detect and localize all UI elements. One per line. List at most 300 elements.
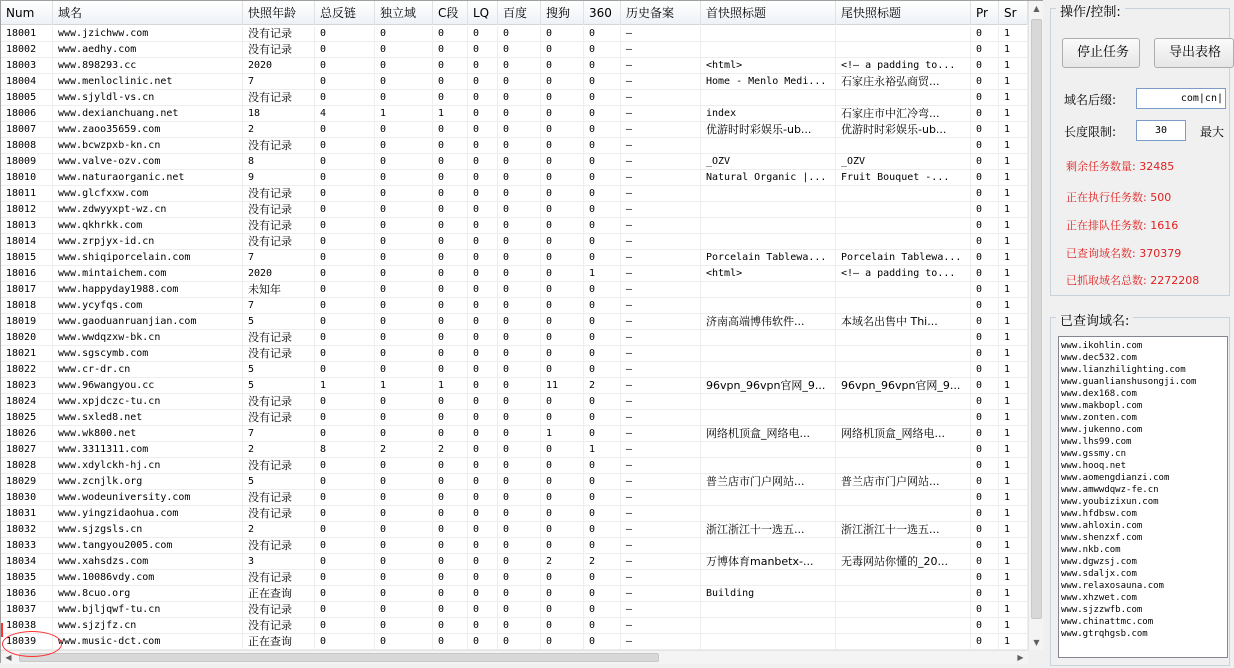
table-cell: 0	[433, 90, 468, 106]
table-cell: 0	[468, 26, 498, 42]
table-cell: 0	[375, 506, 433, 522]
table-cell: 1	[999, 314, 1028, 330]
table-cell: 0	[498, 410, 541, 426]
table-cell: 0	[433, 26, 468, 42]
table-cell: 0	[468, 538, 498, 554]
table-row[interactable]	[1, 90, 1028, 106]
table-cell: Fruit Bouquet -...	[836, 170, 971, 186]
table-cell: 0	[433, 42, 468, 58]
table-cell: —	[621, 346, 701, 362]
table-row[interactable]	[1, 394, 1028, 410]
table-cell: 0	[971, 138, 999, 154]
table-row[interactable]	[1, 298, 1028, 314]
table-cell: 0	[541, 58, 584, 74]
table-cell: —	[621, 330, 701, 346]
table-cell: 网络机顶盒_网络电...	[701, 426, 836, 442]
table-cell: 0	[375, 554, 433, 570]
table-cell: www.sxled8.net	[53, 410, 243, 426]
table-row[interactable]	[1, 506, 1028, 522]
table-cell: 0	[468, 602, 498, 618]
table-cell: —	[621, 554, 701, 570]
table-cell: _OZV	[836, 154, 971, 170]
table-row[interactable]	[1, 234, 1028, 250]
table-row[interactable]	[1, 202, 1028, 218]
table-cell: 0	[375, 170, 433, 186]
table-cell: 0	[315, 490, 375, 506]
table-cell: 1	[999, 298, 1028, 314]
table-cell: 1	[999, 522, 1028, 538]
queried-panel	[1050, 308, 1220, 666]
column-header[interactable]: 360	[584, 1, 621, 25]
table-cell: 0	[375, 186, 433, 202]
table-cell: —	[621, 410, 701, 426]
table-cell: 18030	[1, 490, 53, 506]
table-cell: www.8cuo.org	[53, 586, 243, 602]
table-cell: 0	[433, 618, 468, 634]
table-cell: 0	[315, 122, 375, 138]
table-cell: www.xdylckh-hj.cn	[53, 458, 243, 474]
column-header[interactable]: C段	[433, 1, 468, 25]
table-cell	[836, 90, 971, 106]
table-row[interactable]	[1, 458, 1028, 474]
table-cell: 0	[584, 58, 621, 74]
table-cell: 18022	[1, 362, 53, 378]
table-cell: 0	[315, 282, 375, 298]
table-cell: 没有记录	[243, 346, 315, 362]
table-cell: 2	[243, 522, 315, 538]
table-row[interactable]	[1, 362, 1028, 378]
table-cell	[836, 218, 971, 234]
table-cell: 0	[971, 618, 999, 634]
list-item: www.xhzwet.com	[1061, 593, 1137, 603]
table-cell: 没有记录	[243, 330, 315, 346]
table-cell: 0	[468, 42, 498, 58]
table-row[interactable]	[1, 58, 1028, 74]
table-row[interactable]	[1, 410, 1028, 426]
table-cell: 0	[433, 122, 468, 138]
table-cell: 正在查询	[243, 634, 315, 650]
table-cell: www.wodeuniversity.com	[53, 490, 243, 506]
table-row[interactable]	[1, 186, 1028, 202]
table-cell: 18021	[1, 346, 53, 362]
table-row[interactable]	[1, 538, 1028, 554]
table-cell: 0	[971, 410, 999, 426]
table-cell: 0	[433, 602, 468, 618]
table-cell: www.naturaorganic.net	[53, 170, 243, 186]
table-cell: 0	[971, 314, 999, 330]
table-cell: 0	[541, 250, 584, 266]
table-cell: 0	[498, 394, 541, 410]
table-cell: 0	[498, 362, 541, 378]
list-item: www.dex168.com	[1061, 389, 1137, 399]
table-row[interactable]	[1, 602, 1028, 618]
list-item: www.aomengdianzi.com	[1061, 473, 1170, 483]
table-row[interactable]	[1, 170, 1028, 186]
scroll-right-icon[interactable]: ▶	[1017, 653, 1024, 662]
table-cell: —	[621, 74, 701, 90]
table-row[interactable]	[1, 634, 1028, 650]
table-row[interactable]	[1, 122, 1028, 138]
ops-panel	[1050, 0, 1225, 298]
table-row[interactable]	[1, 586, 1028, 602]
table-cell: 0	[971, 122, 999, 138]
table-cell: 1	[315, 378, 375, 394]
table-cell: 浙江浙江十一选五...	[701, 522, 836, 538]
table-cell: 0	[584, 170, 621, 186]
table-cell: —	[621, 138, 701, 154]
table-cell: 0	[584, 186, 621, 202]
table-cell	[836, 458, 971, 474]
table-row[interactable]	[1, 442, 1028, 458]
column-header[interactable]: 域名	[53, 1, 243, 25]
table-cell: 0	[498, 90, 541, 106]
column-header[interactable]: Pr	[971, 1, 999, 25]
table-cell: 0	[971, 394, 999, 410]
stat-running: 正在执行任务数: 500	[1066, 191, 1172, 204]
table-cell: 1	[999, 154, 1028, 170]
table-cell: 2	[584, 378, 621, 394]
table-cell: 没有记录	[243, 26, 315, 42]
table-cell: 0	[375, 298, 433, 314]
table-cell: 1	[999, 42, 1028, 58]
table-cell: www.zrpjyx-id.cn	[53, 234, 243, 250]
list-item: www.ahloxin.com	[1061, 521, 1143, 531]
table-row[interactable]	[1, 474, 1028, 490]
table-cell: Natural Organic |...	[701, 170, 836, 186]
table-cell: 0	[541, 634, 584, 650]
ops-title: 操作/控制:	[1056, 1, 1125, 20]
list-item: www.jukenno.com	[1061, 425, 1143, 435]
table-cell: 18026	[1, 426, 53, 442]
table-cell: 0	[433, 554, 468, 570]
table-cell	[701, 394, 836, 410]
table-cell: 0	[584, 618, 621, 634]
table-cell: 0	[584, 298, 621, 314]
table-cell	[836, 618, 971, 634]
table-cell: —	[621, 474, 701, 490]
list-item: www.gssmy.cn	[1061, 449, 1127, 459]
table-cell: 0	[468, 410, 498, 426]
table-cell: —	[621, 458, 701, 474]
column-header[interactable]: LQ	[468, 1, 498, 25]
table-cell: 0	[375, 58, 433, 74]
table-cell: Home - Menlo Medi...	[701, 74, 836, 90]
table-cell: 1	[999, 218, 1028, 234]
table-cell: —	[621, 218, 701, 234]
table-row[interactable]	[1, 266, 1028, 282]
table-cell: 8	[315, 442, 375, 458]
table-cell: www.qkhrkk.com	[53, 218, 243, 234]
table-cell: 0	[498, 458, 541, 474]
table-row[interactable]	[1, 426, 1028, 442]
table-cell: 0	[468, 506, 498, 522]
table-cell: 0	[498, 314, 541, 330]
table-row[interactable]	[1, 378, 1028, 394]
table-row[interactable]	[1, 154, 1028, 170]
table-cell: www.gaoduanruanjian.com	[53, 314, 243, 330]
table-cell	[836, 602, 971, 618]
table-cell: 0	[541, 330, 584, 346]
column-header[interactable]: 首快照标题	[701, 1, 836, 25]
list-item: www.hfdbsw.com	[1061, 509, 1137, 519]
table-cell: 18032	[1, 522, 53, 538]
table-cell: 0	[584, 106, 621, 122]
table-cell: www.shiqiporcelain.com	[53, 250, 243, 266]
table-row[interactable]	[1, 282, 1028, 298]
table-cell: 0	[468, 458, 498, 474]
table-cell	[701, 442, 836, 458]
stop-task-button[interactable]: 停止任务	[1062, 38, 1140, 68]
column-header[interactable]: 独立域	[375, 1, 433, 25]
table-cell: 0	[468, 362, 498, 378]
column-header[interactable]: 历史备案	[621, 1, 701, 25]
table-cell: 18025	[1, 410, 53, 426]
table-cell: 0	[315, 298, 375, 314]
table-cell: 1	[999, 602, 1028, 618]
table-cell: 正在查询	[243, 586, 315, 602]
annotation-tick	[1, 623, 3, 637]
table-cell: 没有记录	[243, 458, 315, 474]
table-cell: 18011	[1, 186, 53, 202]
table-row[interactable]	[1, 250, 1028, 266]
table-row[interactable]	[1, 106, 1028, 122]
table-row[interactable]	[1, 618, 1028, 634]
table-row[interactable]	[1, 26, 1028, 42]
table-cell: —	[621, 394, 701, 410]
table-cell: 0	[971, 298, 999, 314]
table-row[interactable]	[1, 490, 1028, 506]
table-cell: 1	[999, 106, 1028, 122]
table-row[interactable]	[1, 138, 1028, 154]
table-cell: 0	[315, 522, 375, 538]
list-item: www.dgwzsj.com	[1061, 557, 1137, 567]
table-cell: 0	[971, 634, 999, 650]
table-cell: 1	[999, 506, 1028, 522]
table-cell: 0	[468, 90, 498, 106]
table-row[interactable]	[1, 554, 1028, 570]
column-header[interactable]: 百度	[498, 1, 541, 25]
table-cell: 0	[468, 378, 498, 394]
table-cell: 1	[999, 586, 1028, 602]
table-cell: 0	[541, 186, 584, 202]
scroll-left-icon[interactable]: ◀	[5, 653, 12, 662]
table-cell: www.96wangyou.cc	[53, 378, 243, 394]
table-cell: 0	[971, 202, 999, 218]
suffix-input[interactable]: com|cn|	[1136, 88, 1226, 109]
scroll-down-icon[interactable]: ▼	[1033, 638, 1040, 647]
table-cell: 0	[541, 586, 584, 602]
table-cell: 0	[468, 522, 498, 538]
table-cell: 0	[498, 538, 541, 554]
table-cell: 0	[971, 506, 999, 522]
horizontal-scroll-thumb[interactable]	[19, 653, 659, 662]
table-cell	[701, 234, 836, 250]
table-cell: 0	[584, 522, 621, 538]
table-cell: 0	[375, 330, 433, 346]
table-cell: www.10086vdy.com	[53, 570, 243, 586]
table-cell: 0	[315, 90, 375, 106]
table-cell: 0	[433, 154, 468, 170]
table-cell	[836, 570, 971, 586]
table-cell: 18002	[1, 42, 53, 58]
table-cell: 没有记录	[243, 410, 315, 426]
table-cell: 优游时时彩娱乐-ub...	[836, 122, 971, 138]
table-cell: 18010	[1, 170, 53, 186]
table-cell: 0	[971, 602, 999, 618]
table-cell: 0	[433, 74, 468, 90]
table-cell: 0	[468, 58, 498, 74]
table-cell: 1	[999, 202, 1028, 218]
length-input[interactable]: 30	[1136, 120, 1186, 141]
table-cell: 未知年	[243, 282, 315, 298]
table-cell: 0	[498, 634, 541, 650]
table-cell: 0	[468, 586, 498, 602]
list-item: www.chinattmc.com	[1061, 617, 1154, 627]
table-row[interactable]	[1, 74, 1028, 90]
table-cell: 0	[971, 378, 999, 394]
column-header[interactable]: 尾快照标题	[836, 1, 971, 25]
table-cell: 0	[541, 618, 584, 634]
table-cell: 96vpn_96vpn官网_9...	[701, 378, 836, 394]
column-header[interactable]: 快照年龄	[243, 1, 315, 25]
table-cell: 0	[498, 250, 541, 266]
table-cell	[701, 602, 836, 618]
table-cell: Building	[701, 586, 836, 602]
table-cell: 18005	[1, 90, 53, 106]
table-cell: 0	[971, 346, 999, 362]
table-cell: 1	[999, 570, 1028, 586]
table-row[interactable]	[1, 570, 1028, 586]
table-cell: 0	[541, 234, 584, 250]
table-cell: 0	[375, 586, 433, 602]
list-item: www.dec532.com	[1061, 353, 1137, 363]
table-cell: 5	[243, 474, 315, 490]
table-cell: 0	[433, 298, 468, 314]
table-cell: 0	[971, 458, 999, 474]
table-cell	[836, 634, 971, 650]
queried-domain-list[interactable]	[1058, 336, 1228, 658]
table-cell	[836, 346, 971, 362]
table-cell: 0	[541, 538, 584, 554]
table-cell: 0	[468, 346, 498, 362]
table-cell: 0	[584, 202, 621, 218]
grid-body[interactable]	[1, 26, 1028, 650]
table-cell: 普兰店市门户网站...	[836, 474, 971, 490]
table-cell: 3	[243, 554, 315, 570]
table-cell: —	[621, 58, 701, 74]
table-cell: —	[621, 186, 701, 202]
table-row[interactable]	[1, 314, 1028, 330]
scroll-up-icon[interactable]: ▲	[1033, 4, 1040, 13]
table-cell: www.tangyou2005.com	[53, 538, 243, 554]
table-row[interactable]	[1, 346, 1028, 362]
export-table-button[interactable]: 导出表格	[1154, 38, 1234, 68]
table-row[interactable]	[1, 522, 1028, 538]
table-cell	[701, 42, 836, 58]
table-cell: 1	[999, 362, 1028, 378]
table-cell: 18024	[1, 394, 53, 410]
table-cell: 0	[375, 314, 433, 330]
table-cell: www.glcfxxw.com	[53, 186, 243, 202]
table-cell: 1	[999, 490, 1028, 506]
table-cell: 0	[433, 538, 468, 554]
table-cell: 0	[468, 138, 498, 154]
table-cell: www.sjyldl-vs.cn	[53, 90, 243, 106]
table-cell: 0	[971, 218, 999, 234]
table-cell: 无毒网站你懂的_20...	[836, 554, 971, 570]
table-cell: www.music-dct.com	[53, 634, 243, 650]
table-cell	[836, 282, 971, 298]
list-item: www.amwwdqwz-fe.cn	[1061, 485, 1159, 495]
table-cell: www.sgscymb.com	[53, 346, 243, 362]
table-cell: 0	[498, 426, 541, 442]
table-cell: 0	[584, 634, 621, 650]
table-cell: 0	[433, 410, 468, 426]
table-cell: 0	[375, 394, 433, 410]
table-cell	[836, 138, 971, 154]
table-cell: —	[621, 234, 701, 250]
table-cell: 没有记录	[243, 538, 315, 554]
table-cell: 1	[584, 266, 621, 282]
column-header[interactable]: Num	[1, 1, 53, 25]
table-cell	[836, 186, 971, 202]
table-cell: —	[621, 154, 701, 170]
table-cell: 0	[541, 570, 584, 586]
table-cell: 0	[468, 106, 498, 122]
table-cell: 0	[375, 426, 433, 442]
table-cell: 2	[584, 554, 621, 570]
table-cell: 0	[468, 122, 498, 138]
table-cell: 1	[999, 266, 1028, 282]
table-row[interactable]	[1, 42, 1028, 58]
table-cell: 0	[375, 490, 433, 506]
table-cell: 0	[584, 490, 621, 506]
table-cell: www.sjzgsls.cn	[53, 522, 243, 538]
table-cell: 0	[541, 170, 584, 186]
vertical-scrollbar[interactable]	[1028, 1, 1043, 650]
table-cell: —	[621, 298, 701, 314]
table-cell: 0	[541, 602, 584, 618]
table-cell: 0	[541, 474, 584, 490]
table-row[interactable]	[1, 218, 1028, 234]
table-cell: 0	[315, 586, 375, 602]
table-cell: 0	[971, 522, 999, 538]
grid-header	[1, 1, 1028, 25]
column-header[interactable]: 搜狗	[541, 1, 584, 25]
table-cell: 0	[498, 586, 541, 602]
table-cell: 没有记录	[243, 490, 315, 506]
table-cell: 0	[375, 410, 433, 426]
column-header[interactable]: 总反链	[315, 1, 375, 25]
table-cell: 96vpn_96vpn官网_9...	[836, 378, 971, 394]
table-cell: 0	[315, 314, 375, 330]
table-cell: 0	[468, 634, 498, 650]
column-header[interactable]: Sr	[999, 1, 1028, 25]
horizontal-scrollbar[interactable]	[1, 650, 1028, 664]
table-cell: index	[701, 106, 836, 122]
table-cell: 0	[375, 250, 433, 266]
table-cell: 0	[315, 266, 375, 282]
table-row[interactable]	[1, 330, 1028, 346]
table-cell: 0	[584, 154, 621, 170]
table-cell: 0	[541, 154, 584, 170]
table-cell: 0	[584, 218, 621, 234]
vertical-scroll-thumb[interactable]	[1031, 19, 1042, 619]
table-cell: 0	[433, 58, 468, 74]
table-cell: 0	[315, 570, 375, 586]
table-cell: 0	[541, 314, 584, 330]
table-cell: 0	[498, 282, 541, 298]
